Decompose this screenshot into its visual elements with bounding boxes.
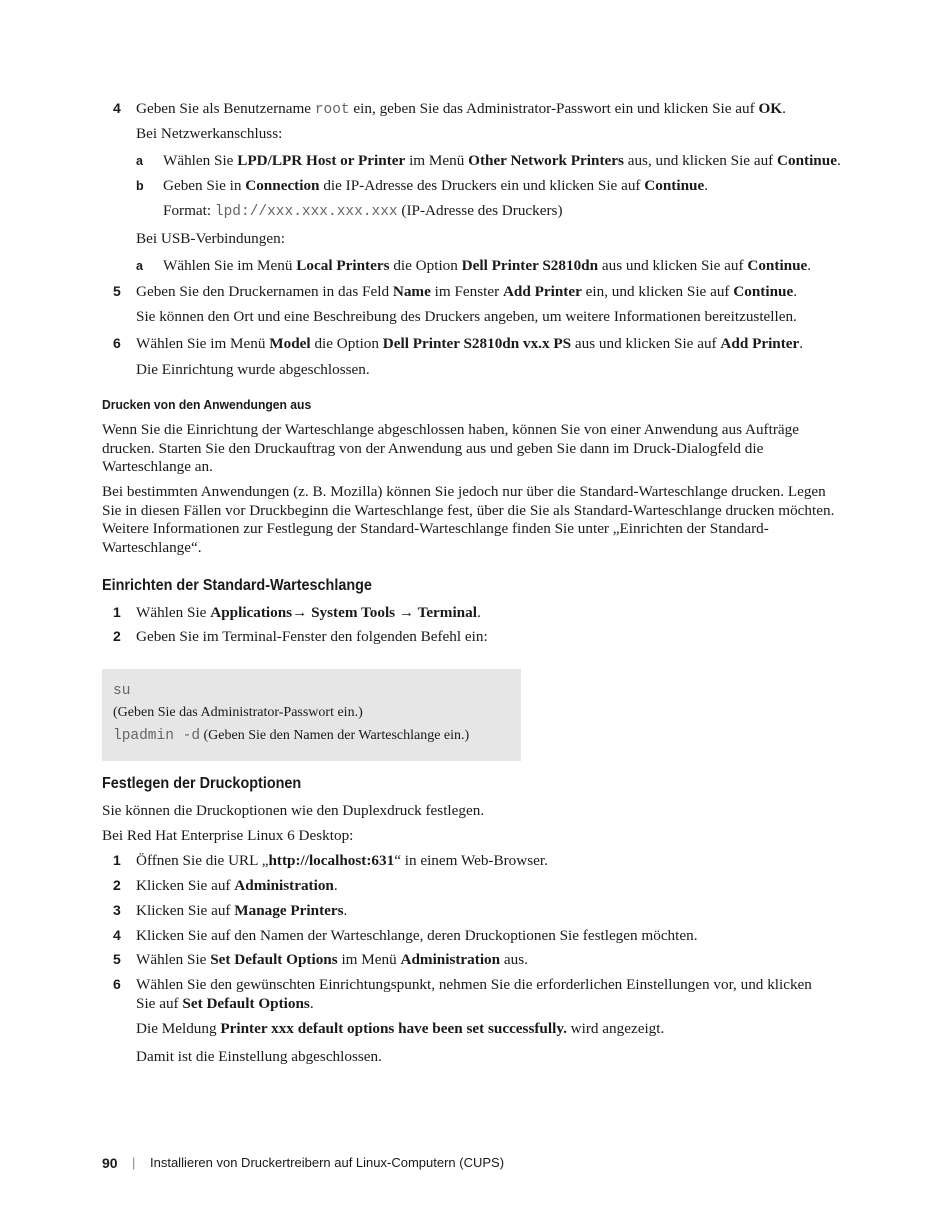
section-heading: Festlegen der Druckoptionen: [102, 775, 302, 792]
options-step-4: Klicken Sie auf den Namen der Warteschlange, deren Druckoptionen Sie festlegen möchten.: [136, 927, 698, 944]
step-number: 2: [113, 877, 121, 893]
queue-step-1: Wählen Sie Applications→ System Tools → Terminal.: [136, 604, 481, 621]
section-heading: Einrichten der Standard-Warteschlange: [102, 577, 372, 594]
sub-letter: a: [136, 154, 143, 168]
network-label: Bei Netzwerkanschluss:: [136, 125, 283, 142]
footer-title: Installieren von Druckertreibern auf Linux-Computern (CUPS): [150, 1155, 505, 1170]
step-6-text: Wählen Sie im Menü Model die Option Dell Printer S2810dn vx.x PS aus und klicken Sie auf Add Printer.: [136, 335, 804, 352]
options-step-6-line1: Wählen Sie den gewünschten Einrichtungspunkt, nehmen Sie die erforderlichen Einstellungen vor, und klicken: [136, 976, 812, 993]
format-line: Format: lpd://xxx.xxx.xxx.xxx (IP-Adresse des Druckers): [163, 202, 563, 220]
step-number: 4: [113, 927, 121, 943]
page-number: 90: [102, 1155, 118, 1171]
step-number: 5: [113, 951, 121, 967]
step-number: 6: [113, 976, 121, 992]
options-step-3: Klicken Sie auf Manage Printers.: [136, 902, 348, 919]
step-number: 2: [113, 628, 121, 644]
queue-step-2: Geben Sie im Terminal-Fenster den folgenden Befehl ein:: [136, 628, 488, 645]
step-number: 4: [113, 100, 121, 116]
code-block: [102, 669, 521, 761]
usb-step-a: Wählen Sie im Menü Local Printers die Option Dell Printer S2810dn aus und klicken Sie auf Continue.: [163, 257, 812, 274]
step-5-note: Sie können den Ort und eine Beschreibung des Druckers angeben, um weitere Informationen bereitzustellen.: [136, 308, 797, 325]
options-step-2: Klicken Sie auf Administration.: [136, 877, 338, 894]
usb-label: Bei USB-Verbindungen:: [136, 230, 285, 247]
options-step-6-line2: Sie auf Set Default Options.: [136, 995, 314, 1012]
step-number: 1: [113, 604, 121, 620]
paragraph: Bei Red Hat Enterprise Linux 6 Desktop:: [102, 827, 354, 844]
code-line: lpadmin -d (Geben Sie den Namen der Warteschlange ein.): [113, 728, 470, 744]
step-number: 5: [113, 283, 121, 299]
network-step-b: Geben Sie in Connection die IP-Adresse des Druckers ein und klicken Sie auf Continue.: [163, 177, 708, 194]
footer-separator: |: [132, 1155, 136, 1170]
step-5-text: Geben Sie den Druckernamen in das Feld Name im Fenster Add Printer ein, und klicken Sie auf Continue.: [136, 283, 797, 300]
paragraph: Sie können die Druckoptionen wie den Duplexdruck festlegen.: [102, 802, 485, 819]
section-heading: Drucken von den Anwendungen aus: [102, 397, 312, 412]
step-number: 1: [113, 852, 121, 868]
step-6-note: Die Einrichtung wurde abgeschlossen.: [136, 361, 370, 378]
options-step-5: Wählen Sie Set Default Options im Menü Administration aus.: [136, 951, 528, 968]
sub-letter: b: [136, 179, 144, 193]
done-note: Damit ist die Einstellung abgeschlossen.: [136, 1048, 382, 1065]
sub-letter: a: [136, 259, 143, 273]
success-message: Die Meldung Printer xxx default options have been set successfully. wird angezeigt.: [136, 1020, 665, 1037]
step-number: 6: [113, 335, 121, 351]
paragraph: Wenn Sie die Einrichtung der Warteschlange abgeschlossen haben, können Sie von einer Anwendung aus Aufträge drucken. Starten Sie den Druckauftrag von der Anwendung aus und geben Sie dann im Druck-Dialogfeld die Warteschlange an.: [102, 421, 799, 476]
step-number: 3: [113, 902, 121, 918]
network-step-a: Wählen Sie LPD/LPR Host or Printer im Menü Other Network Printers aus, und klicken Sie auf Continue.: [163, 152, 841, 169]
step-4-text: Geben Sie als Benutzername root ein, geben Sie das Administrator-Passwort ein und klicken Sie auf OK.: [136, 100, 786, 118]
code-line: su: [113, 683, 131, 699]
code-line: (Geben Sie das Administrator-Passwort ein.): [113, 705, 363, 720]
paragraph: Bei bestimmten Anwendungen (z. B. Mozilla) können Sie jedoch nur über die Standard-Warteschlange drucken. Legen Sie in diesen Fällen vor Druckbeginn die Warteschlange fest, über die Sie als Standard-Warteschlange drucken möchten. Weitere Informationen zur Festlegung der Standard-Warteschlange finden Sie unter „Einrichten der Standard-Warteschlange“.: [102, 483, 835, 556]
options-step-1: Öffnen Sie die URL „http://localhost:631“ in einem Web-Browser.: [136, 852, 548, 869]
